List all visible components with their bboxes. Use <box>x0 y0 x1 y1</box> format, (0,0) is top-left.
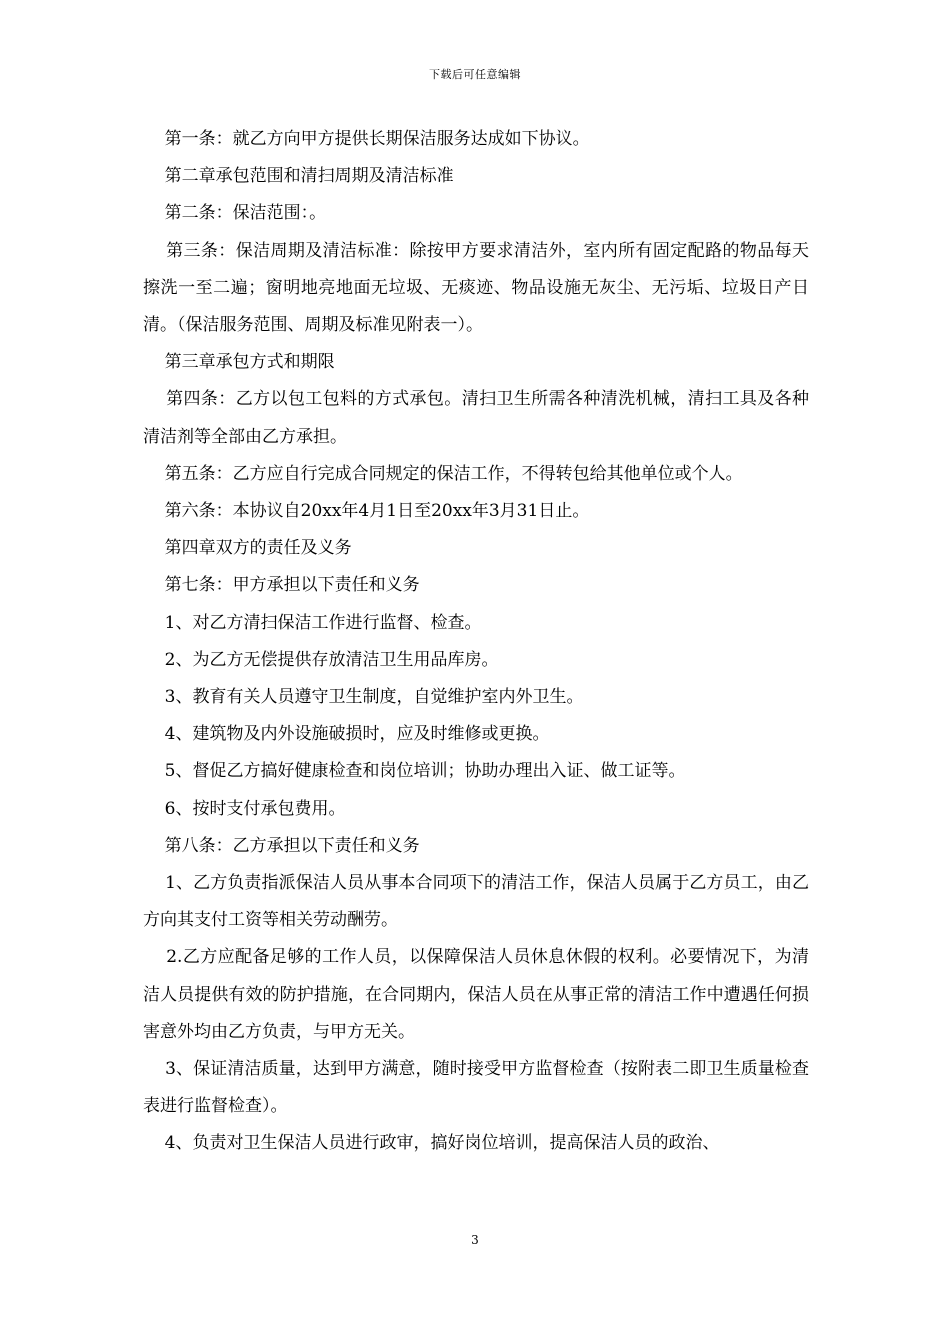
paragraph: 第一条：就乙方向甲方提供长期保洁服务达成如下协议。 <box>143 129 590 149</box>
paragraph: 第三条：保洁周期及清洁标准：除按甲方要求清洁外，室内所有固定配路的物品每天擦洗一至二遍；窗明地亮地面无垃圾、无痰迹、物品设施无灰尘、无污垢、垃圾日产日清。（保洁服务范围、周期及标准见附表一）。 <box>143 240 809 336</box>
paragraph: 第五条：乙方应自行完成合同规定的保洁工作，不得转包给其他单位或个人。 <box>143 463 743 484</box>
list-item: 1、对乙方清扫保洁工作进行监督、检查。 <box>143 612 482 633</box>
paragraph: 第六条：本协议自20xx年4月1日至20xx年3月31日止。 <box>143 501 590 522</box>
document-body <box>143 121 809 1163</box>
paragraph: 第四条：乙方以包工包料的方式承包。清扫卫生所需各种清洗机械，清扫工具及各种清洁剂等全部由乙方承担。 <box>143 389 809 447</box>
list-item: 3、教育有关人员遵守卫生制度，自觉维护室内外卫生。 <box>143 687 584 708</box>
list-item: 5、督促乙方搞好健康检查和岗位培训；协助办理出入证、做工证等。 <box>143 761 686 782</box>
list-item: 4、负责对卫生保洁人员进行政审，搞好岗位培训，提高保洁人员的政治、 <box>143 1133 720 1154</box>
list-item: 3、保证清洁质量，达到甲方满意，随时接受甲方监督检查（按附表二即卫生质量检查表进行监督检查）。 <box>143 1059 809 1117</box>
paragraph: 第七条：甲方承担以下责任和义务 <box>143 575 420 596</box>
list-item: 2、为乙方无偿提供存放清洁卫生用品库房。 <box>143 649 499 670</box>
list-item: 6、按时支付承包费用。 <box>143 798 346 819</box>
paragraph: 第二条：保洁范围：。 <box>143 203 327 224</box>
chapter-heading: 第三章承包方式和期限 <box>143 352 335 373</box>
chapter-heading: 第四章双方的责任及义务 <box>143 538 352 559</box>
list-item: 4、建筑物及内外设施破损时，应及时维修或更换。 <box>143 724 550 745</box>
header-note: 下载后可任意编辑 <box>429 68 521 81</box>
list-item: 2.乙方应配备足够的工作人员，以保障保洁人员休息休假的权利。必要情况下，为清洁人员提供有效的防护措施，在合同期内，保洁人员在从事正常的清洁工作中遭遇任何损害意外均由乙方负责，与甲方无关。 <box>143 947 809 1042</box>
chapter-heading: 第二章承包范围和清扫周期及清洁标准 <box>143 166 454 187</box>
page-number: 3 <box>471 1233 479 1247</box>
list-item: 1、乙方负责指派保洁人员从事本合同项下的清洁工作，保洁人员属于乙方员工，由乙方向其支付工资等相关劳动酬劳。 <box>143 873 809 931</box>
paragraph: 第八条：乙方承担以下责任和义务 <box>143 835 420 856</box>
